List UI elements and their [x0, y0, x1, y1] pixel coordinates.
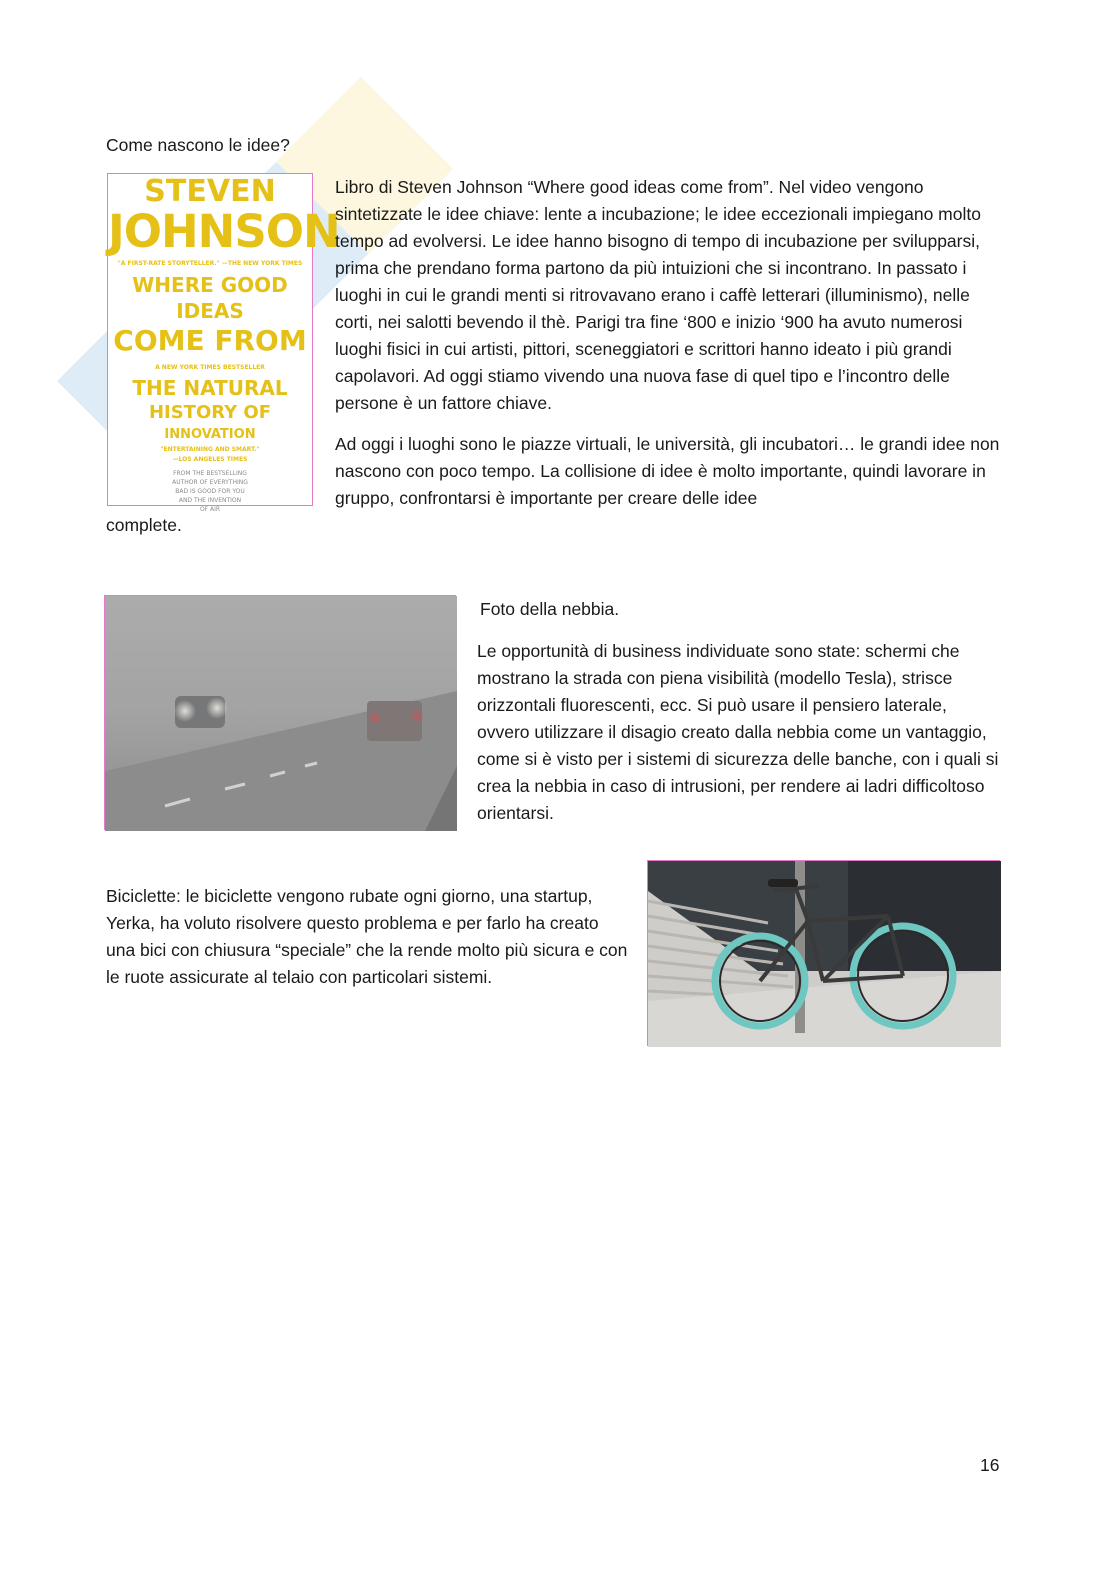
page-title: Come nascono le idee?: [106, 135, 290, 155]
cover-quote: "A FIRST-RATE STORYTELLER." —THE NEW YORK TIMES: [117, 260, 303, 267]
cover-title-line1: WHERE GOOD IDEAS: [132, 273, 288, 323]
cover-title-line2: COME FROM: [113, 324, 307, 357]
cover-review-line1: "ENTERTAINING AND SMART.": [160, 446, 260, 453]
cover-subtitle-line2: HISTORY OF: [148, 402, 272, 423]
cover-footer-line5: OF AIR: [199, 506, 221, 513]
bicycle-illustration: [648, 861, 1001, 1047]
cover-author-first: STEVEN: [144, 174, 276, 209]
cover-footer-line1: FROM THE BESTSELLING: [173, 470, 247, 477]
fog-photo: [104, 595, 456, 830]
cover-subtitle-line3: INNOVATION: [164, 427, 256, 442]
cover-author-last: JOHNSON: [108, 205, 340, 258]
paragraph-modern-places: Ad oggi i luoghi sono le piazze virtuali, le università, gli incubatori… le grandi idee non nascono con poco tempo. La collisione di idee è molto importante, quindi lavorare in gruppo, confrontarsi è importante per creare delle idee: [335, 434, 1000, 508]
paragraph-bicycles: Biciclette: le biciclette vengono rubate ogni giorno, una startup, Yerka, ha voluto risolvere questo problema e per farlo ha creato una bici con chiusura “speciale” che la rende molto più sicura e con le ruote assicurate al telaio con particolari sistemi.: [106, 886, 628, 987]
book-cover-image: [107, 173, 340, 513]
bicycle-photo: [647, 860, 1000, 1046]
paragraph-book-intro: Libro di Steven Johnson “Where good ideas come from”. Nel video vengono sintetizzate le idee chiave: lente a incubazione; le idee eccezionali impiegano molto tempo ad evolversi. Le idee hanno bisogno di tempo di incubazione per svilupparsi, prima che prendano forma partono da più intuizioni che si incontrano. In passato i luoghi in cui le grandi menti si ritrovavano erano i caffè letterari (illuminismo), nelle corti, nei salotti bevendo il thè. Parigi tra fine ‘800 e inizio ‘900 ha avuto numerosi luoghi fisici in cui artisti, pittori, sceneggiatori e scrittori hanno ideato i più grandi capolavori. Ad oggi stiamo vivendo una nuova fase di quel tipo e l’incontro delle persone è un fattore chiave.: [335, 177, 981, 413]
cover-review-line2: —LOS ANGELES TIMES: [172, 456, 248, 463]
cover-footer-line4: AND THE INVENTION: [178, 497, 242, 504]
fog-caption: Foto della nebbia.: [480, 599, 620, 619]
cover-footer-line3: BAD IS GOOD FOR YOU: [175, 488, 245, 495]
paragraph-modern-places-tail: complete.: [106, 515, 182, 535]
paragraph-business-opportunities: Le opportunità di business individuate sono state: schermi che mostrano la strada con piena visibilità (modello Tesla), strisce orizzontali fluorescenti, ecc. Si può usare il pensiero laterale, ovvero utilizzare il disagio creato dalla nebbia come un vantaggio, come si è visto per i sistemi di sicurezza delle banche, con i quali si crea la nebbia in caso di intrusioni, per rendere ai ladri difficoltoso orientarsi.: [477, 641, 999, 823]
fog-road-illustration: [105, 596, 457, 831]
page-number: 16: [980, 1455, 1000, 1475]
cover-bestseller: A NEW YORK TIMES BESTSELLER: [155, 364, 265, 371]
cover-footer-line2: AUTHOR OF EVERYTHING: [172, 479, 248, 486]
cover-subtitle-line1: THE NATURAL: [132, 376, 288, 400]
